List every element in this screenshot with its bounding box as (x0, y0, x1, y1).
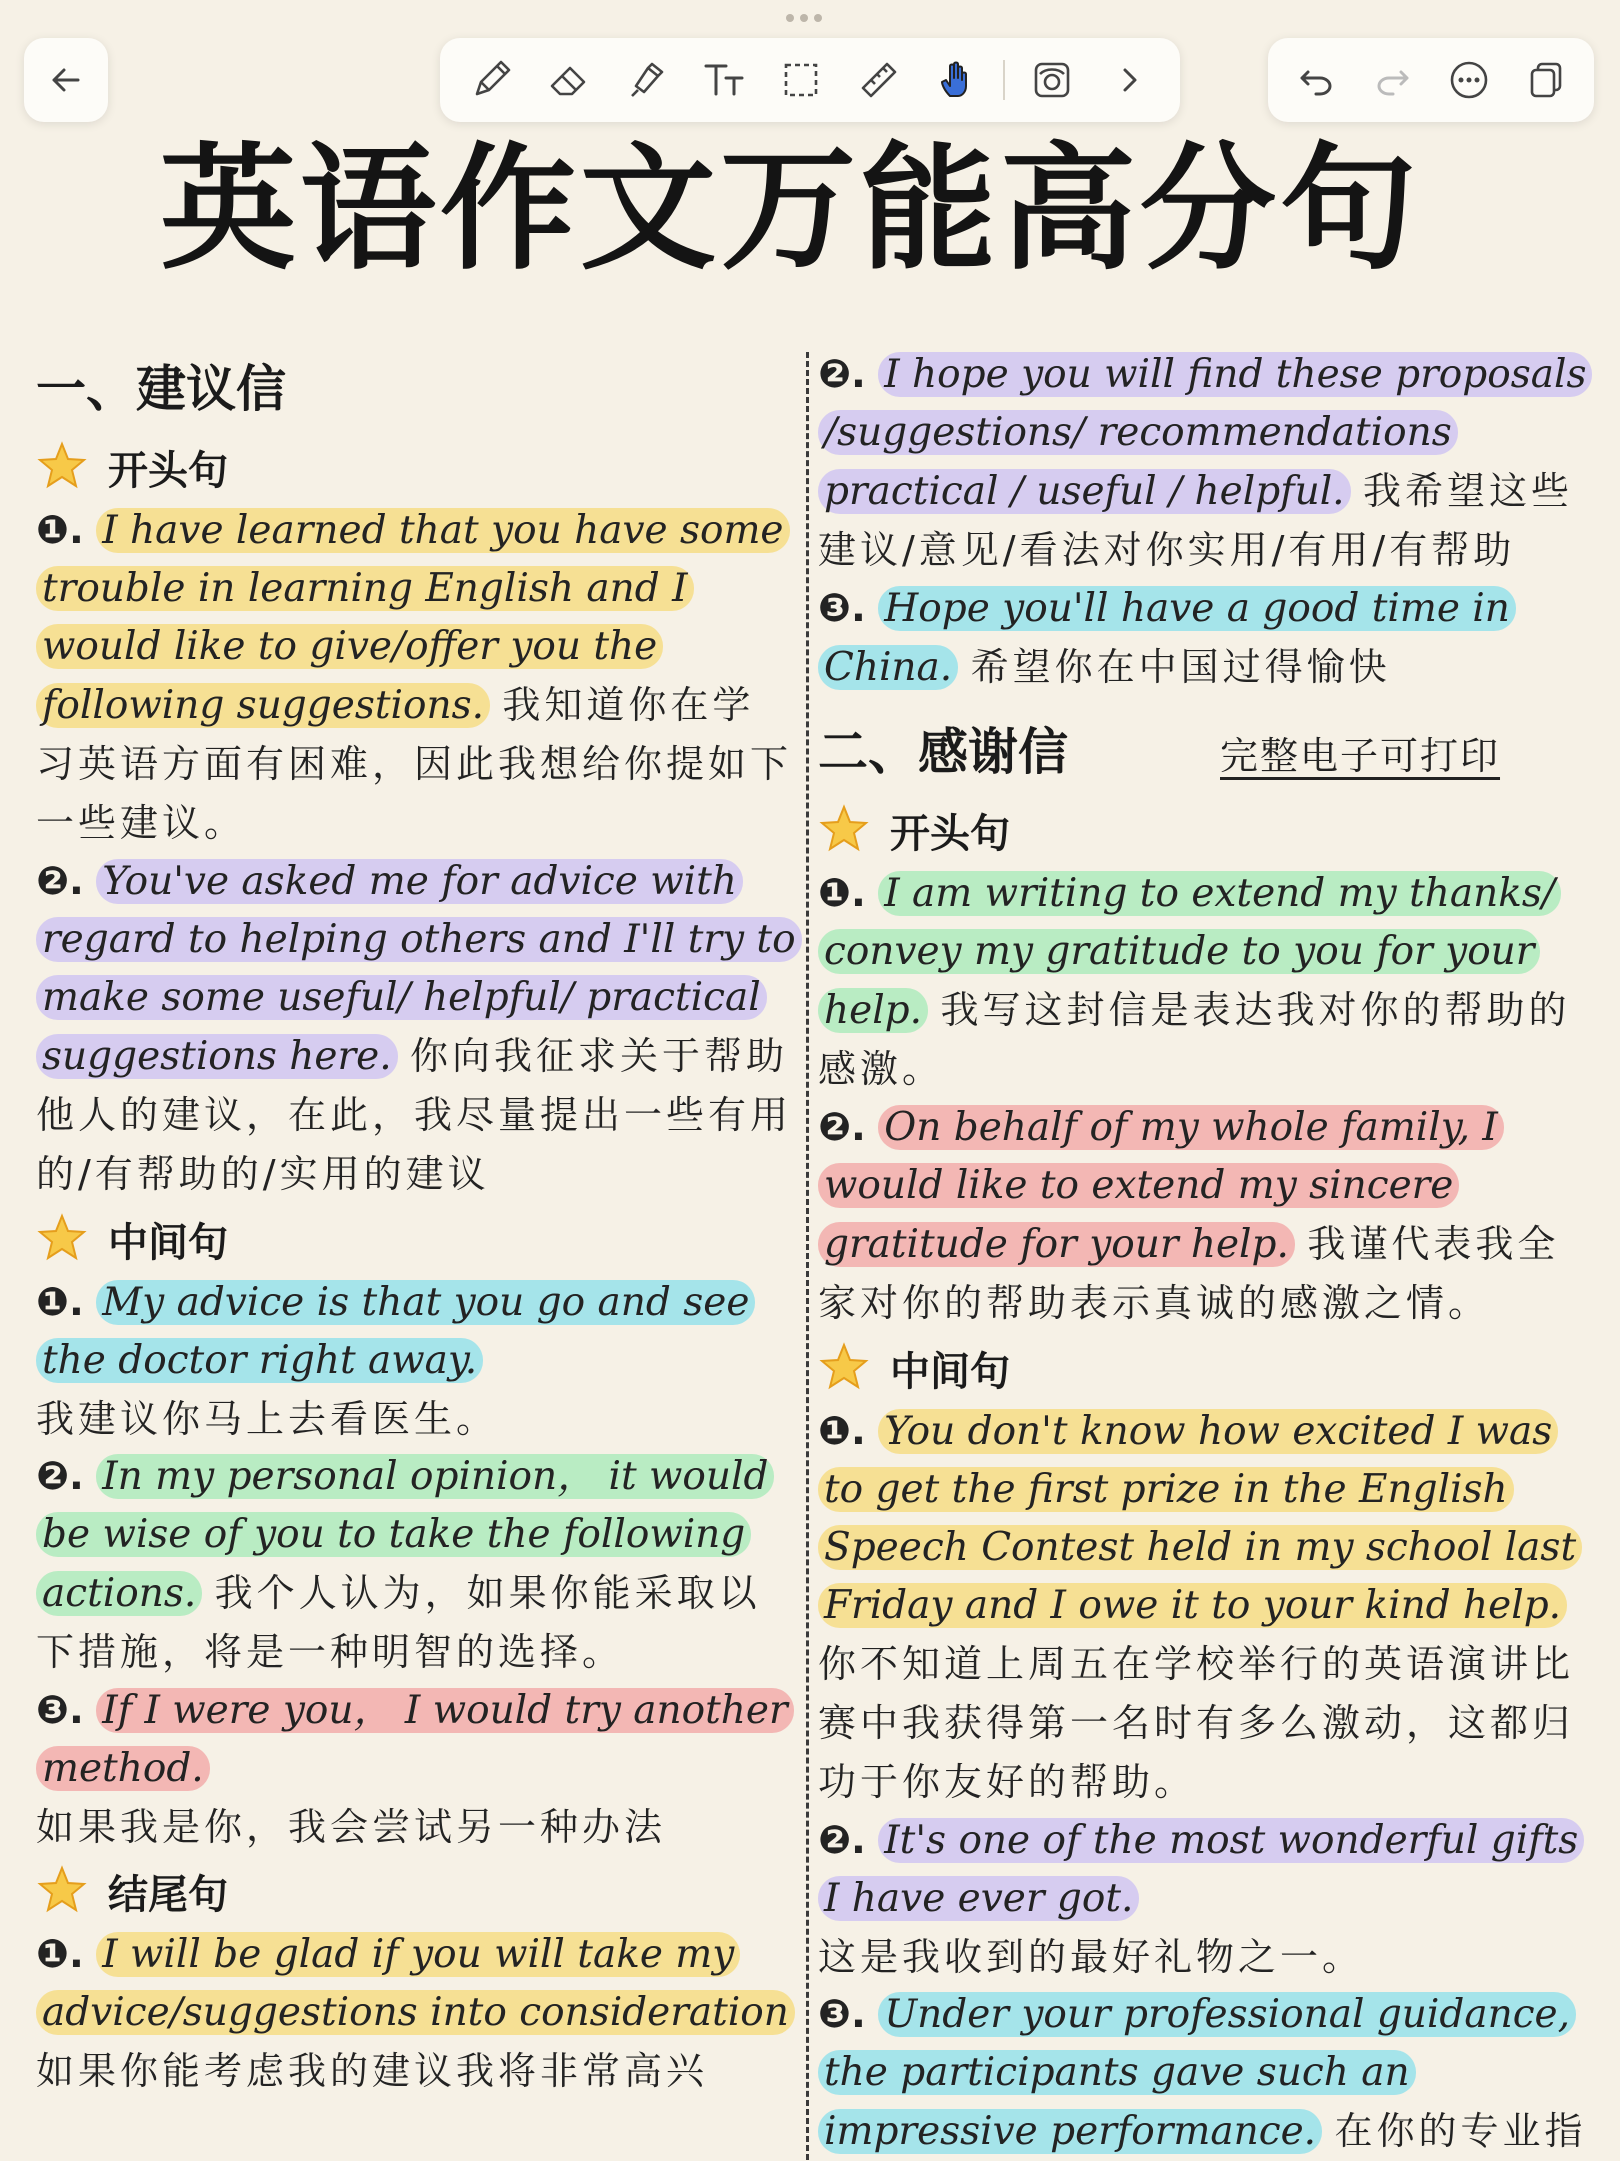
pencil-tool-button[interactable] (460, 49, 522, 111)
column-divider (806, 352, 809, 2160)
section-heading (818, 709, 1600, 795)
pages-button[interactable] (1515, 49, 1577, 111)
sentence-number: ❷. (36, 1454, 84, 1499)
sentence-number: ❶. (36, 1932, 84, 1977)
text-tool-icon (700, 56, 748, 104)
sentence (818, 1986, 1600, 2161)
subheading-ending (36, 1856, 796, 1926)
highlighted-english: You've asked me for advice with regard to helping others and I'll try to make some useful/ helpful/ practical suggestions here. (36, 859, 802, 1079)
subheading-label: 中间句 (108, 1219, 228, 1266)
star-icon (818, 804, 870, 856)
more-icon (1445, 56, 1493, 104)
sentence-number: ❸. (36, 1688, 84, 1733)
sentence-number: ❶. (36, 508, 84, 553)
sentence (36, 502, 796, 853)
subheading-label: 开头句 (108, 447, 228, 494)
chinese-translation: 在你的专业指 (1334, 2109, 1587, 2153)
drawing-tools-toolbar (440, 38, 1180, 122)
eraser-tool-button[interactable] (537, 49, 599, 111)
subheading-middle (818, 1333, 1600, 1403)
sentence (818, 1812, 1600, 1986)
chinese-translation: 我个人认为，如果你能采取以下措施，将是一种明智的选择。 (36, 1571, 761, 1674)
highlighted-english: I hope you will find these proposals /suggestions/ recommendations practical / useful / helpful. (818, 352, 1592, 514)
undo-button[interactable] (1285, 49, 1347, 111)
chinese-translation: 我建议你马上去看医生。 (36, 1397, 499, 1441)
lasso-select-icon (777, 56, 825, 104)
highlighted-english: My advice is that you go and see the doctor right away. (36, 1280, 755, 1383)
star-icon (36, 1213, 88, 1265)
highlighted-english: I am writing to extend my thanks/ convey my gratitude to you for your help. (818, 871, 1561, 1033)
section-heading-label: 二、感谢信 (818, 723, 1068, 781)
lasso-select-button[interactable] (770, 49, 832, 111)
highlighted-english: I will be glad if you will take my advice/suggestions into consideration (36, 1932, 795, 2035)
sentence-number: ❸. (818, 586, 866, 631)
sentence (36, 1448, 796, 1682)
sentence-number: ❷. (818, 1105, 866, 1150)
ruler-icon (855, 56, 903, 104)
sentence (36, 1274, 796, 1448)
highlighted-english: In my personal opinion， it would be wise of you to take the following actions. (36, 1454, 774, 1616)
sentence-number: ❷. (36, 859, 84, 904)
highlighted-english: Under your professional guidance, the participants gave such an impressive performance. (818, 1992, 1576, 2154)
star-icon (36, 441, 88, 493)
sentence-number: ❶. (818, 1409, 866, 1454)
image-insert-icon (1028, 56, 1076, 104)
right-column (818, 346, 1600, 2161)
highlighted-english: You don't know how excited I was to get the first prize in the English Speech Contest held in my school last Friday and I owe it to your kind help. (818, 1409, 1582, 1628)
sentence-number: ❷. (818, 352, 866, 397)
star-icon (36, 1865, 88, 1917)
handle-dot (814, 14, 822, 22)
sentence (36, 853, 796, 1204)
hand-touch-icon (932, 56, 980, 104)
redo-button[interactable] (1362, 49, 1424, 111)
sentence (36, 1682, 796, 1856)
sentence (818, 865, 1600, 1099)
chinese-translation: 如果你能考虑我的建议我将非常高兴 (36, 2049, 709, 2093)
eraser-icon (544, 56, 592, 104)
undo-icon (1292, 56, 1340, 104)
subheading-label: 结尾句 (108, 1871, 228, 1918)
ruler-tool-button[interactable] (848, 49, 910, 111)
sentence (818, 1099, 1600, 1333)
chinese-translation: 你不知道上周五在学校举行的英语演讲比赛中我获得第一名时有多么激动，这都归功于你友好的帮助。 (818, 1642, 1575, 1804)
sentence (818, 1403, 1600, 1812)
hand-touch-button[interactable] (925, 49, 987, 111)
sentence-number: ❶. (818, 871, 866, 916)
highlighted-english: I have learned that you have some trouble in learning English and I would like to give/offer you the following suggestions. (36, 508, 790, 728)
chinese-translation: 我知道你在学习英语方面有困难，因此我想给你提如下一些建议。 (36, 683, 793, 845)
subheading-label: 中间句 (890, 1348, 1010, 1395)
sentence-number: ❷. (818, 1818, 866, 1863)
drag-handle[interactable] (786, 14, 822, 22)
subheading-opening (36, 432, 796, 502)
back-button[interactable] (35, 49, 97, 111)
chinese-translation: 希望你在中国过得愉快 (970, 645, 1391, 689)
sentence (36, 1926, 796, 2100)
highlighted-english: On behalf of my whole family, I would like to extend my sincere gratitude for your help. (818, 1105, 1504, 1267)
highlighted-english: If I were you， I would try another method. (36, 1688, 794, 1791)
subheading-opening (818, 795, 1600, 865)
section-heading: 一、建议信 (36, 360, 286, 418)
subheading-label: 开头句 (890, 810, 1010, 857)
chinese-translation: 我谨代表我全家对你的帮助表示真诚的感激之情。 (818, 1222, 1560, 1325)
chinese-translation: 你向我征求关于帮助他人的建议，在此，我尽量提出一些有用的/有帮助的/实用的建议 (36, 1034, 793, 1196)
sentence-number: ❸. (818, 1992, 866, 2037)
sentence (818, 346, 1600, 580)
chinese-translation: 我写这封信是表达我对你的帮助的感激。 (818, 988, 1571, 1091)
highlighted-english: It's one of the most wonderful gifts I have ever got. (818, 1818, 1584, 1921)
handle-dot (800, 14, 808, 22)
subheading-middle (36, 1204, 796, 1274)
pencil-icon (467, 56, 515, 104)
page-title: 英语作文万能高分句 (160, 131, 1420, 289)
highlighter-tool-button[interactable] (615, 49, 677, 111)
more-options-button[interactable] (1438, 49, 1500, 111)
handle-dot (786, 14, 794, 22)
highlighted-english: Hope you'll have a good time in China. (818, 586, 1516, 690)
redo-icon (1369, 56, 1417, 104)
image-insert-button[interactable] (1021, 49, 1083, 111)
toolbar-separator (1003, 60, 1005, 100)
more-tools-button[interactable] (1098, 49, 1160, 111)
arrow-left-icon (42, 56, 90, 104)
print-link[interactable]: 完整电子可打印 (1220, 734, 1501, 778)
left-column (36, 346, 796, 2100)
sentence (818, 580, 1600, 697)
highlighter-icon (622, 56, 670, 104)
chinese-translation: 我希望这些建议/意见/看法对你实用/有用/有帮助 (818, 469, 1573, 572)
pages-icon (1522, 56, 1570, 104)
star-icon (818, 1342, 870, 1394)
chinese-translation: 这是我收到的最好礼物之一。 (818, 1935, 1365, 1979)
actions-toolbar (1268, 38, 1594, 122)
back-toolbar (24, 38, 108, 122)
chinese-translation: 如果我是你，我会尝试另一种办法 (36, 1805, 667, 1849)
text-tool-button[interactable] (693, 49, 755, 111)
chevron-right-icon (1105, 56, 1153, 104)
sentence-number: ❶. (36, 1280, 84, 1325)
